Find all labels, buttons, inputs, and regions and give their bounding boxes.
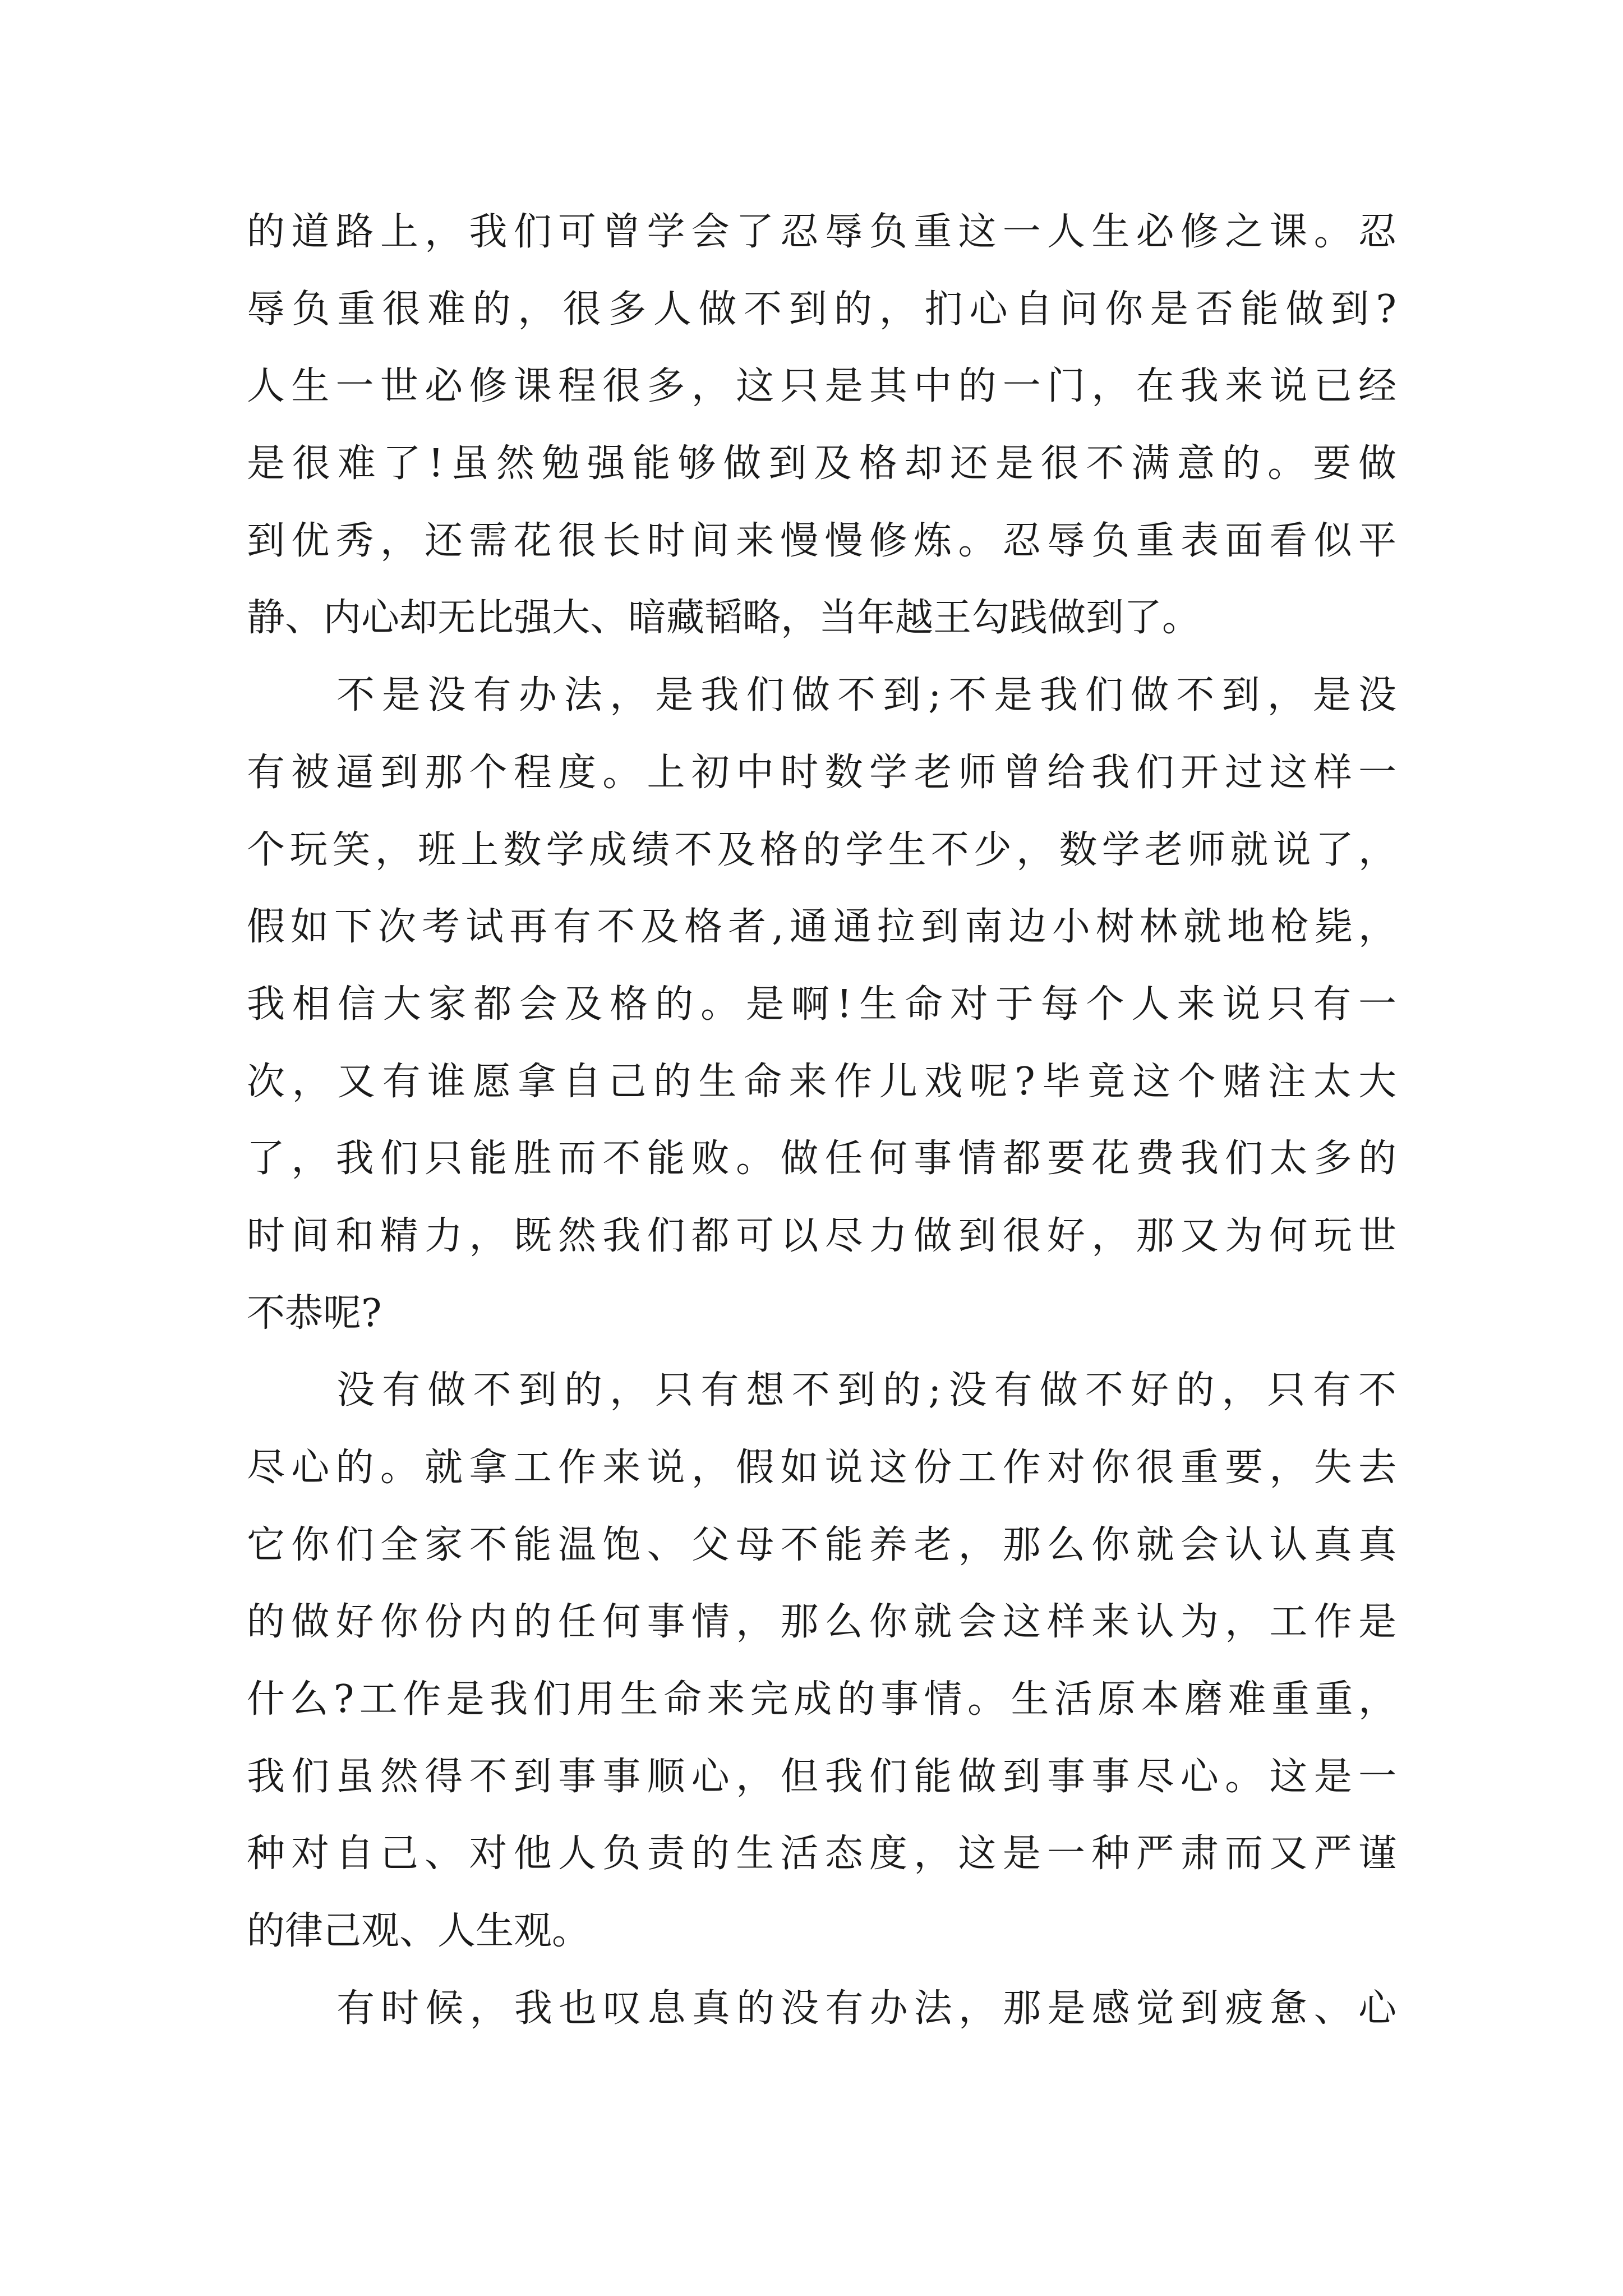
text-line: 种对自己、对他人负责的生活态度，这是一种严肃而又严谨 — [247, 1832, 1396, 1876]
text-line: 个玩笑，班上数学成绩不及格的学生不少，数学老师就说了， — [247, 827, 1396, 872]
text-line: 到优秀，还需花很长时间来慢慢修炼。忍辱负重表面看似平 — [247, 518, 1396, 563]
paragraph-first-line: 有时候，我也叹息真的没有办法，那是感觉到疲惫、心 — [336, 1986, 1396, 2031]
text-line: 假如下次考试再有不及格者,通通拉到南边小树林就地枪毙， — [247, 905, 1396, 950]
text-line: 尽心的。就拿工作来说，假如说这份工作对你很重要，失去 — [247, 1446, 1396, 1490]
text-line: 了，我们只能胜而不能败。做任何事情都要花费我们太多的 — [247, 1137, 1396, 1181]
paragraph-first-line: 不是没有办法，是我们做不到;不是我们做不到，是没 — [336, 673, 1396, 718]
text-line: 的律己观、人生观。 — [247, 1909, 591, 1954]
text-line: 次，又有谁愿拿自己的生命来作儿戏呢?毕竟这个赌注太大 — [247, 1059, 1396, 1104]
text-line: 时间和精力，既然我们都可以尽力做到很好，那又为何玩世 — [247, 1213, 1396, 1258]
text-line: 不恭呢? — [247, 1291, 382, 1336]
text-line: 它你们全家不能温饱、父母不能养老，那么你就会认认真真 — [247, 1522, 1396, 1567]
text-line: 我们虽然得不到事事顺心，但我们能做到事事尽心。这是一 — [247, 1754, 1396, 1799]
document-body — [247, 194, 1396, 2047]
text-line: 人生一世必修课程很多，这只是其中的一门，在我来说已经 — [247, 364, 1396, 409]
text-line: 的道路上，我们可曾学会了忍辱负重这一人生必修之课。忍 — [247, 210, 1396, 254]
text-line: 静、内心却无比强大、暗藏韬略，当年越王勾践做到了。 — [247, 596, 1201, 641]
text-line: 我相信大家都会及格的。是啊!生命对于每个人来说只有一 — [247, 982, 1396, 1027]
text-line: 是很难了!虽然勉强能够做到及格却还是很不满意的。要做 — [247, 441, 1396, 486]
text-line: 什么?工作是我们用生命来完成的事情。生活原本磨难重重， — [247, 1677, 1396, 1722]
text-line: 有被逼到那个程度。上初中时数学老师曾给我们开过这样一 — [247, 750, 1396, 795]
text-line: 的做好你份内的任何事情，那么你就会这样来认为，工作是 — [247, 1600, 1396, 1645]
paragraph-first-line: 没有做不到的，只有想不到的;没有做不好的，只有不 — [336, 1368, 1396, 1413]
text-line: 辱负重很难的，很多人做不到的，扪心自问你是否能做到? — [247, 287, 1396, 332]
